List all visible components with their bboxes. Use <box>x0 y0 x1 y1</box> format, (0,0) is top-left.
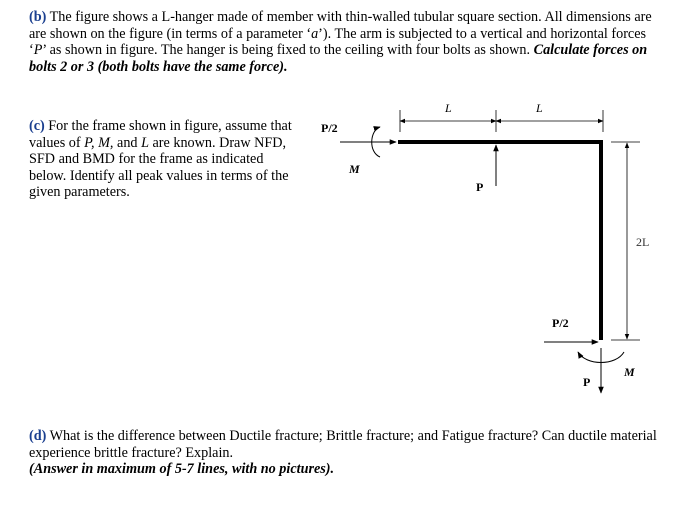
question-c-text-1: For the frame shown in figure, assume that values of <box>29 118 292 151</box>
question-b-text-1: The figure shows a L-hanger made of member with thin-walled tubular square section. All dimensions are are shown on the figure (in terms of a parameter ‘ <box>29 9 652 42</box>
load-p-half-top: P/2 <box>321 121 338 135</box>
question-c-text-2: and <box>113 134 142 151</box>
load-p-beam: P <box>476 180 484 194</box>
question-b-force: P <box>33 42 43 59</box>
question-c-var-l: L <box>141 134 149 151</box>
question-b-text-2: ’). The arm is subjected to a vertical and horizontal forces ‘ <box>29 25 647 59</box>
question-c-vars: P, M, <box>84 134 114 151</box>
dimension-top <box>400 110 603 132</box>
load-p-bottom: P <box>583 375 591 389</box>
load-p-half-bottom: P/2 <box>552 316 569 330</box>
question-c-label: (c) <box>29 118 45 134</box>
question-d-text: What is the difference between Ductile fracture; Brittle fracture; and Fatigue fracture? Can ductile material experience brittle fracture? Explain. <box>29 428 657 461</box>
question-d <box>29 428 659 478</box>
question-d-note: (Answer in maximum of 5-7 lines, with no pictures). <box>29 461 335 478</box>
moment-m-bottom: M <box>624 365 635 379</box>
dim-label-l-left: L <box>445 101 452 115</box>
dim-label-l-right: L <box>536 101 543 115</box>
question-c-text-3: are known. Draw NFD, SFD and BMD for the frame as indicated below. Identify all peak values in terms of the given parameters. <box>29 134 289 201</box>
question-b-label: (b) <box>29 9 47 25</box>
question-b-emphasis: Calculate forces on bolts 2 or 3 (both bolts have the same force). <box>29 42 648 75</box>
question-b-param: a <box>311 25 319 42</box>
question-d-label: (d) <box>29 428 47 444</box>
question-b-text-3: ’ as shown in figure. The hanger is being fixed to the ceiling with four bolts as shown. <box>42 42 534 59</box>
moment-m-left: M <box>349 162 360 176</box>
dim-label-2l: 2L <box>636 235 650 249</box>
